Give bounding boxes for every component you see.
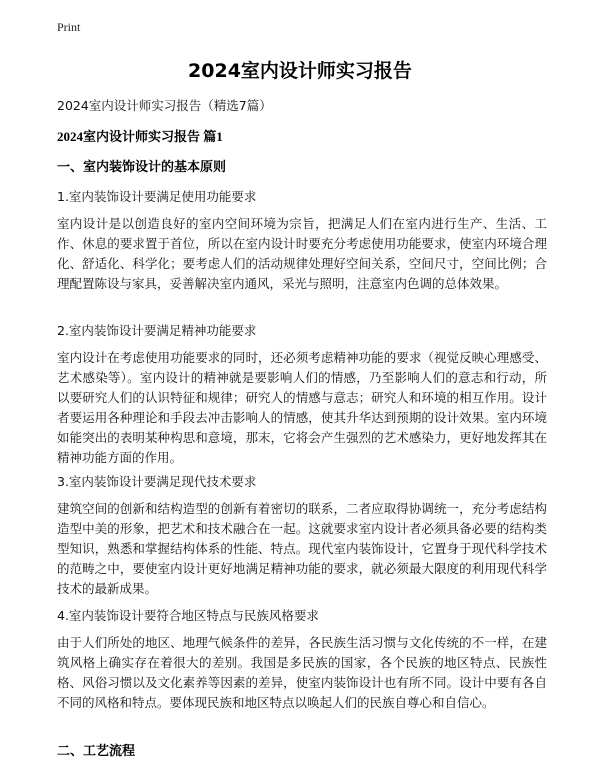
- item-paragraph-1: 室内设计是以创造良好的室内空间环境为宗旨，把满足人们在室内进行生产、生活、工作、休息的要求置于首位，所以在室内设计时要充分考虑使用功能要求，使室内环境合理化、舒适化、科学化；要考虑人们的活动规律处理好空间关系，空间尺寸，空间比例；合理配置陈设与家具，妥善解决室内通风，采光与照明，注意室内色调的总体效果。: [57, 216, 547, 291]
- item-heading-4: 4.室内装饰设计要符合地区特点与民族风格要求: [57, 608, 319, 623]
- item-heading-1: 1.室内装饰设计要满足使用功能要求: [57, 189, 257, 204]
- section-heading-process: 二、工艺流程: [57, 744, 136, 759]
- item-paragraph-4: 由于人们所处的地区、地理气候条件的差异，各民族生活习惯与文化传统的不一样，在建筑风格上确实存在着很大的差别。我国是多民族的国家，各个民族的地区特点、民族性格、风俗习惯以及文化素养等因素的差异，使室内装饰设计也有所不同。设计中要有各自不同的风格和特点。要体现民族和地区特点以唤起人们的民族自尊心和自信心。: [57, 635, 547, 710]
- article-heading: 2024室内设计师实习报告 篇1: [57, 129, 223, 144]
- item-heading-2: 2.室内装饰设计要满足精神功能要求: [57, 323, 257, 338]
- page-title: 2024室内设计师实习报告: [188, 60, 412, 82]
- document-subtitle: 2024室内设计师实习报告（精选7篇）: [57, 98, 272, 113]
- print-link[interactable]: Print: [57, 20, 81, 34]
- section-heading-principles: 一、室内装饰设计的基本原则: [57, 160, 227, 175]
- item-paragraph-2: 室内设计在考虑使用功能要求的同时，还必须考虑精神功能的要求（视觉反映心理感受、艺术感染等）。室内设计的精神就是要影响人们的情感，乃至影响人们的意志和行动，所以要研究人们的认识特征和规律；研究人的情感与意志；研究人和环境的相互作用。设计者要运用各种理论和手段去冲击影响人的情感，使其升华达到预期的设计效果。室内环境如能突出的表明某种构思和意境，那末，它将会产生强烈的艺术感染力，更好地发挥其在精神功能方面的作用。: [57, 350, 547, 465]
- item-paragraph-3: 建筑空间的创新和结构造型的创新有着密切的联系，二者应取得协调统一，充分考虑结构造型中美的形象，把艺术和技术融合在一起。这就要求室内设计者必须具备必要的结构类型知识，熟悉和掌握结构体系的性能、特点。现代室内装饰设计，它置身于现代科学技术的范畴之中，要使室内设计更好地满足精神功能的要求，就必须最大限度的利用现代科学技术的最新成果。: [57, 501, 547, 596]
- item-heading-3: 3.室内装饰设计要满足现代技术要求: [57, 474, 257, 489]
